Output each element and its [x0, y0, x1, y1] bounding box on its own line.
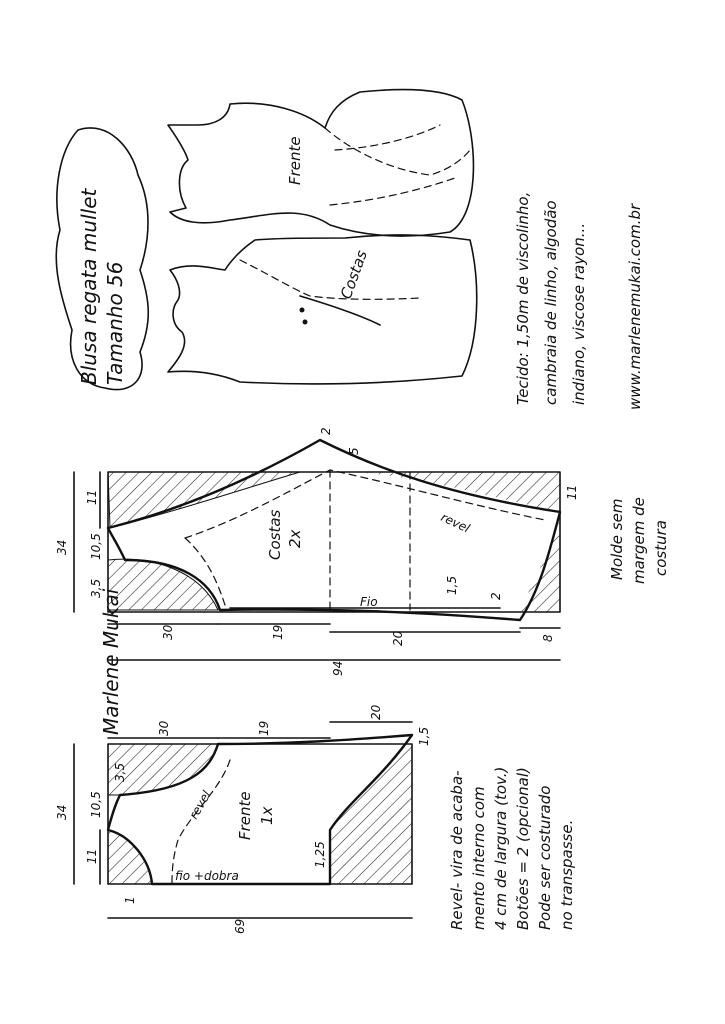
- facing-note: [448, 767, 576, 930]
- back-grain: Fio: [360, 595, 378, 609]
- facing-line3: 4 cm de largura (tov.): [492, 766, 510, 930]
- back-dim-width-3: 20: [391, 630, 405, 646]
- facing-line5: Pode ser costurado: [536, 785, 554, 930]
- front-dim-armhole-drop: 3,5: [113, 762, 127, 782]
- front-dim-shoulder-drop: 10,5: [89, 791, 103, 818]
- fabric-line2: cambraia de linho, algodão: [542, 200, 560, 405]
- fabric-line1: Tecido: 1,50m de viscolinho,: [514, 191, 532, 405]
- back-dim-hem-a: 1,5: [445, 575, 459, 595]
- facing-line4: Botões = 2 (opcional): [514, 767, 532, 930]
- back-facing: revel: [438, 510, 472, 536]
- facing-line2: mento interno com: [470, 786, 488, 930]
- no-seam-line1: Molde sem: [608, 498, 626, 580]
- back-dim-width-2: 19: [271, 624, 285, 640]
- front-facing: revel: [186, 788, 214, 822]
- front-label: Frente: [236, 791, 254, 840]
- front-dim-corner: 1,5: [417, 726, 431, 746]
- back-dim-top-rise: 5: [347, 447, 361, 455]
- front-dim-total: 69: [233, 918, 247, 934]
- no-seam-note: [608, 497, 670, 584]
- facing-line1: Revel- vira de acaba-: [448, 770, 466, 930]
- front-sketch: [168, 90, 473, 236]
- front-qty: 1x: [258, 806, 276, 825]
- no-seam-line2: margem de: [630, 497, 648, 584]
- back-dim-total: 94: [331, 660, 345, 676]
- back-dim-width-4: 8: [541, 634, 555, 642]
- front-dim-button-offset: 1,25: [313, 841, 327, 868]
- facing-line6: no transpasse.: [558, 819, 576, 930]
- back-sketch: [168, 235, 477, 384]
- back-dim-hem-b: 2: [489, 592, 503, 600]
- title-line2: Tamanho 56: [103, 261, 127, 385]
- back-dim-height: 34: [55, 539, 69, 555]
- front-dim-width-1: 30: [157, 720, 171, 736]
- front-grain: fio +dobra: [175, 869, 239, 883]
- back-dim-armhole-drop: 3,5: [89, 578, 103, 598]
- back-dim-right-edge: 11: [565, 484, 579, 500]
- back-label: Costas: [266, 509, 284, 560]
- fabric-note: [514, 192, 644, 410]
- website-url: www.marlenemukai.com.br: [626, 203, 644, 410]
- front-dim-width-2: 19: [257, 720, 271, 736]
- signature: Marlene Mukai: [99, 588, 123, 735]
- sketch-front-label: Frente: [286, 136, 304, 185]
- fabric-line3: indiano, viscose rayon...: [570, 222, 588, 405]
- front-dim-width-3: 20: [369, 704, 383, 720]
- front-dim-height: 34: [55, 804, 69, 820]
- signature-area: [99, 588, 123, 735]
- back-dim-shoulder-drop: 10,5: [89, 533, 103, 560]
- back-dim-neck-top: 11: [85, 489, 99, 505]
- back-qty: 2x: [286, 529, 304, 548]
- title-cloud: [56, 128, 148, 390]
- no-seam-line3: costura: [652, 520, 670, 576]
- front-piece: [55, 704, 431, 934]
- sketch-back-label: Costas: [336, 247, 371, 302]
- back-dim-top-offset: 2: [319, 427, 333, 435]
- front-dim-neck-bottom: 11: [85, 848, 99, 864]
- front-dim-hem-left: 1: [123, 896, 137, 904]
- title-line1: Blusa regata mullet: [77, 188, 101, 385]
- back-piece: [55, 427, 579, 676]
- back-dim-width-1: 30: [161, 624, 175, 640]
